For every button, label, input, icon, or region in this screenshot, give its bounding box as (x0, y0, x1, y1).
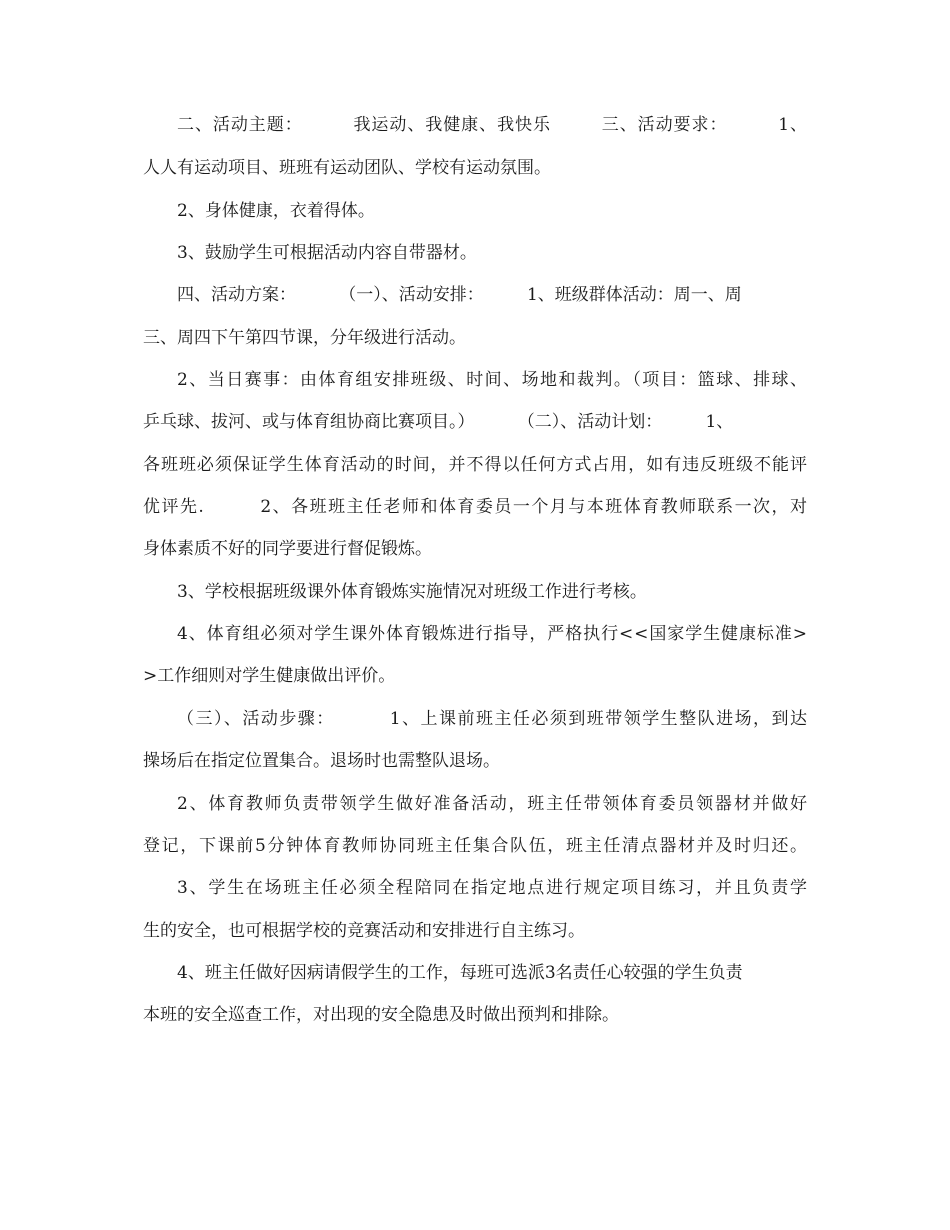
text-line: 2、体育教师负责带领学生做好准备活动，班主任带领体育委员领器材并做好 (177, 794, 809, 814)
text-line: 身体素质不好的同学要进行督促锻炼。 (143, 539, 432, 559)
text-line: 2、身体健康，衣着得体。 (177, 201, 375, 221)
text-line: 三、周四下午第四节课，分年级进行活动。 (143, 328, 466, 348)
text-line: 四、活动方案： （一）、活动安排： 1、班级群体活动：周一、周 (177, 285, 742, 305)
text-line: >工作细则对学生健康做出评价。 (143, 666, 396, 686)
text-line: 操场后在指定位置集合。退场时也需整队退场。 (143, 751, 500, 771)
text-line: 4、班主任做好因病请假学生的工作，每班可选派3名责任心较强的学生负责 (177, 963, 743, 983)
text-line: 2、当日赛事：由体育组安排班级、时间、场地和裁判。（项目：篮球、排球、 (177, 370, 809, 390)
text-line: 生的安全，也可根据学校的竞赛活动和安排进行自主练习。 (143, 921, 585, 941)
text-line: 3、学生在场班主任必须全程陪同在指定地点进行规定项目练习，并且负责学 (177, 878, 809, 898)
text-line: （三）、活动步骤： 1、上课前班主任必须到班带领学生整队进场，到达 (177, 709, 809, 729)
text-line: 4、体育组必须对学生课外体育锻炼进行指导，严格执行<<国家学生健康标准> (177, 624, 808, 644)
text-line: 乒乓球、拔河、或与体育组协商比赛项目。） （二）、活动计划： 1、 (143, 412, 734, 432)
text-line: 各班班必须保证学生体育活动的时间，并不得以任何方式占用，如有违反班级不能评 (143, 455, 808, 475)
text-line: 本班的安全巡查工作，对出现的安全隐患及时做出预判和排除。 (143, 1005, 619, 1025)
text-line: 登记，下课前5分钟体育教师协同班主任集合队伍，班主任清点器材并及时归还。 (143, 836, 809, 856)
text-line: 二、活动主题： 我运动、我健康、我快乐 三、活动要求： 1、 (177, 115, 808, 135)
text-line: 优评先. 2、各班班主任老师和体育委员一个月与本班体育教师联系一次，对 (143, 497, 809, 517)
text-line: 人人有运动项目、班班有运动团队、学校有运动氛围。 (143, 158, 551, 178)
text-line: 3、鼓励学生可根据活动内容自带器材。 (177, 243, 477, 263)
text-line: 3、学校根据班级课外体育锻炼实施情况对班级工作进行考核。 (177, 582, 647, 602)
